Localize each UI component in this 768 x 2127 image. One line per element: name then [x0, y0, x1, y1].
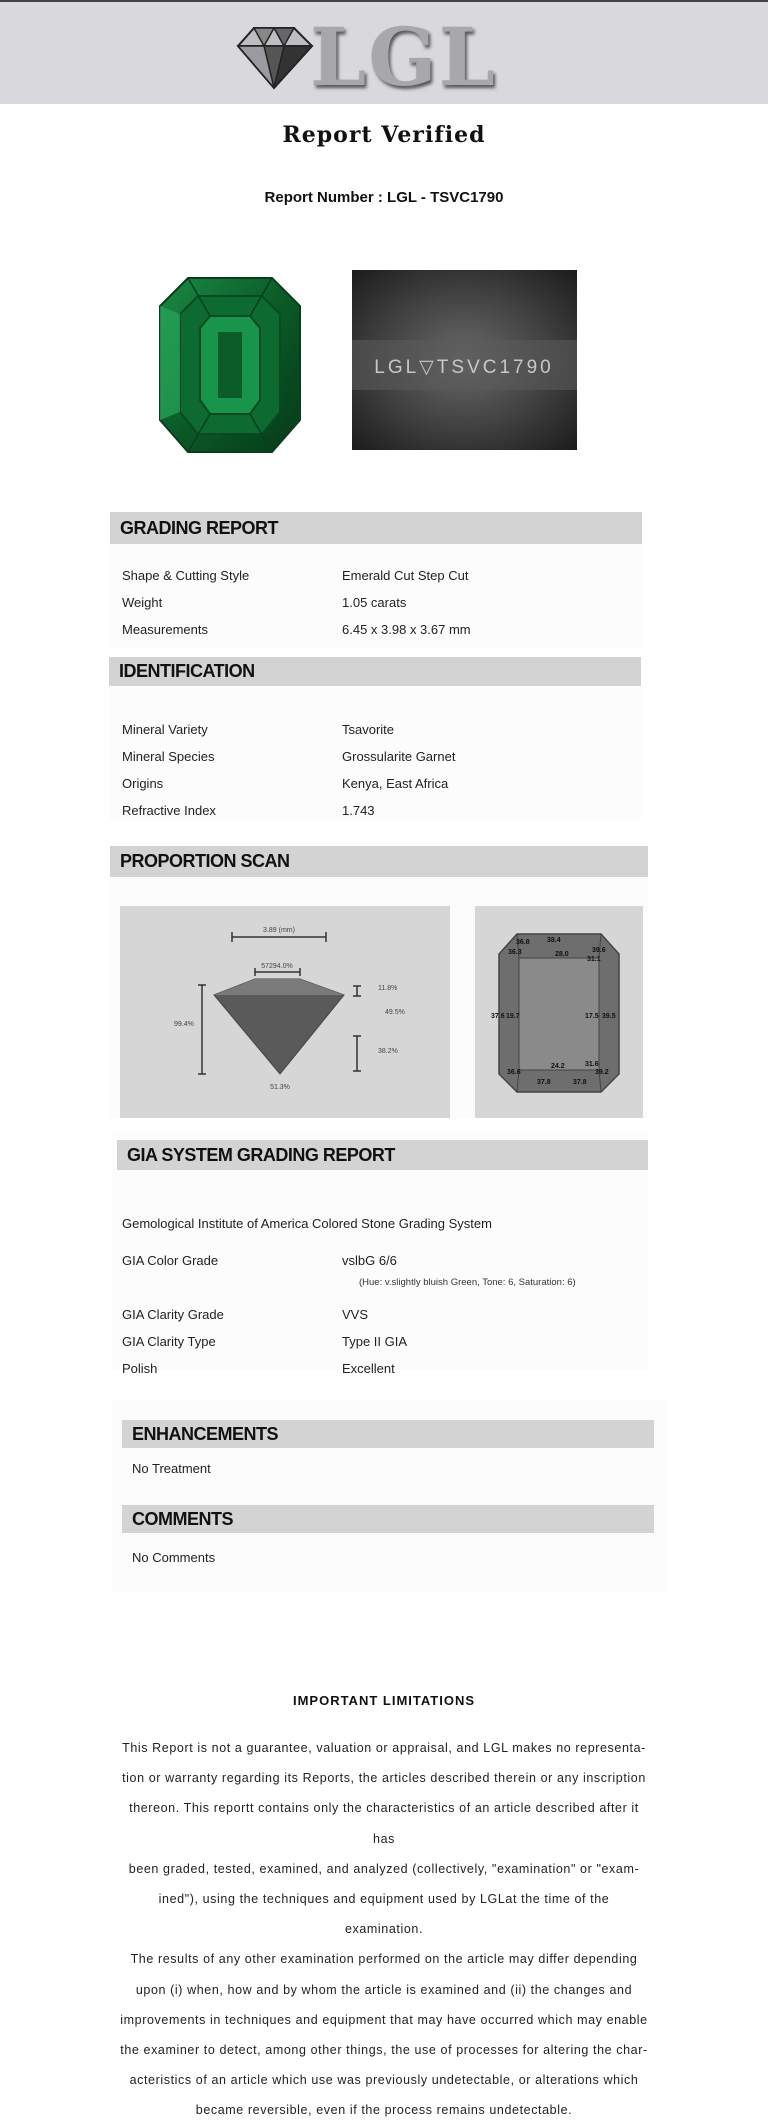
limitations-text: [118, 1733, 650, 2126]
top-label-6: 31.1: [587, 956, 601, 963]
limitations-line: The results of any other examination performed on the article may differ depending: [130, 1952, 638, 1967]
id-value-ri: 1.743: [342, 803, 375, 818]
comments-value: No Comments: [132, 1550, 216, 1565]
enhancements-comments-section: [112, 1400, 666, 1592]
gia-clarity-grade-label: GIA Clarity Grade: [122, 1307, 224, 1322]
top-label-5: 39.6: [592, 947, 606, 954]
laser-inscription-photo: [352, 270, 577, 450]
limitations-line: ined"), using the techniques and equipment used by LGLat the time of the examination.: [158, 1892, 610, 1937]
identification-section: [109, 657, 641, 821]
top-label-8: 19.7: [506, 1013, 520, 1020]
enhancements-value: No Treatment: [132, 1461, 211, 1476]
inscription-text: LGL▽TSVC1790: [374, 357, 554, 378]
proportion-scan-section: [110, 846, 648, 1118]
top-label-4: 28.0: [555, 951, 569, 958]
top-label-9: 17.5: [585, 1013, 599, 1020]
id-label-species: Mineral Species: [122, 749, 215, 764]
gia-heading: GIA SYSTEM GRADING REPORT: [117, 1140, 648, 1170]
gia-color-note: (Hue: v.slightly bluish Green, Tone: 6, Saturation: 6): [359, 1277, 576, 1288]
identification-heading: IDENTIFICATION: [109, 657, 641, 686]
gia-clarity-type-value: Type II GIA: [342, 1334, 408, 1349]
grading-report-section: [110, 512, 642, 648]
depth-label: 99.4%: [174, 1021, 194, 1028]
gia-clarity-grade-value: VVS: [342, 1307, 369, 1322]
top-label-16: 37.8: [573, 1079, 587, 1086]
gia-color-label: GIA Color Grade: [122, 1253, 219, 1268]
report-number: Report Number : LGL - TSVC1790: [264, 189, 504, 206]
top-label-15: 37.8: [537, 1079, 551, 1086]
limitations-line: the examiner to detect, among other things, the use of processes for altering the char-: [120, 2043, 648, 2058]
logo-text: LGL: [310, 10, 497, 104]
top-view-diagram: [475, 906, 643, 1118]
lgl-logo[interactable]: [232, 10, 497, 104]
limitations-line: became reversible, even if the process remains undetectable.: [195, 2103, 573, 2118]
gemstone-photo: [136, 270, 324, 463]
side-profile-diagram: [120, 906, 450, 1118]
id-label-origins: Origins: [122, 776, 164, 791]
limitations-line: This Report is not a guarantee, valuation or appraisal, and LGL makes no representa-: [122, 1741, 646, 1755]
top-label-11: 36.6: [507, 1069, 521, 1076]
girdle-label: 49.5%: [385, 1009, 405, 1016]
grading-label-measurements: Measurements: [122, 622, 208, 637]
top-label-13: 31.6: [585, 1061, 599, 1068]
enhancements-heading: ENHANCEMENTS: [122, 1420, 654, 1448]
top-label-1: 36.8: [516, 939, 530, 946]
top-label-14: 39.2: [595, 1069, 609, 1076]
crown-label: 11.8%: [378, 985, 398, 992]
limitations-line: thereon. This reportt contains only the characteristics of an article described after it has: [129, 1801, 639, 1846]
top-label-10: 39.5: [602, 1013, 616, 1020]
id-label-ri: Refractive Index: [122, 803, 216, 818]
id-label-variety: Mineral Variety: [122, 722, 208, 737]
gia-polish-value: Excellent: [342, 1361, 395, 1376]
page-title: Report Verified: [282, 122, 486, 148]
top-label-12: 24.2: [551, 1063, 565, 1070]
limitations-line: acteristics of an article which use was previously undetectable, or alterations which: [129, 2073, 639, 2088]
id-value-origins: Kenya, East Africa: [342, 776, 449, 791]
gia-polish-label: Polish: [122, 1361, 158, 1376]
grading-report-heading: GRADING REPORT: [110, 512, 642, 544]
proportion-scan-heading: PROPORTION SCAN: [110, 846, 648, 877]
grading-label-weight: Weight: [122, 595, 163, 610]
gia-grading-section: [112, 1132, 648, 1376]
bottom-label: 51.3%: [270, 1084, 290, 1091]
table-label: 57294.0%: [261, 963, 293, 970]
top-label-7: 37.6: [491, 1013, 505, 1020]
gia-system-text: Gemological Institute of America Colored Stone Grading System: [122, 1216, 492, 1231]
pavilion-label: 38.2%: [378, 1048, 398, 1055]
grading-value-weight: 1.05 carats: [342, 595, 407, 610]
id-value-species: Grossularite Garnet: [342, 749, 456, 764]
limitations-line: tion or warranty regarding its Reports, the articles described therein or any inscription: [122, 1771, 646, 1786]
id-value-variety: Tsavorite: [342, 722, 395, 737]
limitations-line: been graded, tested, examined, and analyzed (collectively, "examination" or "exam-: [128, 1861, 640, 1876]
grading-value-shape: Emerald Cut Step Cut: [342, 568, 469, 583]
comments-heading: COMMENTS: [122, 1505, 654, 1533]
gia-color-value: vslbG 6/6: [342, 1253, 397, 1268]
top-label-2: 38.4: [547, 937, 561, 944]
gia-clarity-type-label: GIA Clarity Type: [122, 1334, 216, 1349]
limitations-line: improvements in techniques and equipment that may have occurred which may enable: [120, 2012, 648, 2027]
site-header: [0, 2, 768, 104]
limitations-line: upon (i) when, how and by whom the article is examined and (ii) the changes and: [135, 1982, 633, 1997]
limitations-heading: IMPORTANT LIMITATIONS: [292, 1693, 476, 1708]
grading-value-measurements: 6.45 x 3.98 x 3.67 mm: [342, 622, 471, 637]
top-label-3: 36.3: [508, 949, 522, 956]
grading-label-shape: Shape & Cutting Style: [122, 568, 250, 583]
diamond-icon: [232, 22, 316, 92]
width-label: 3.89 (mm): [263, 927, 295, 934]
